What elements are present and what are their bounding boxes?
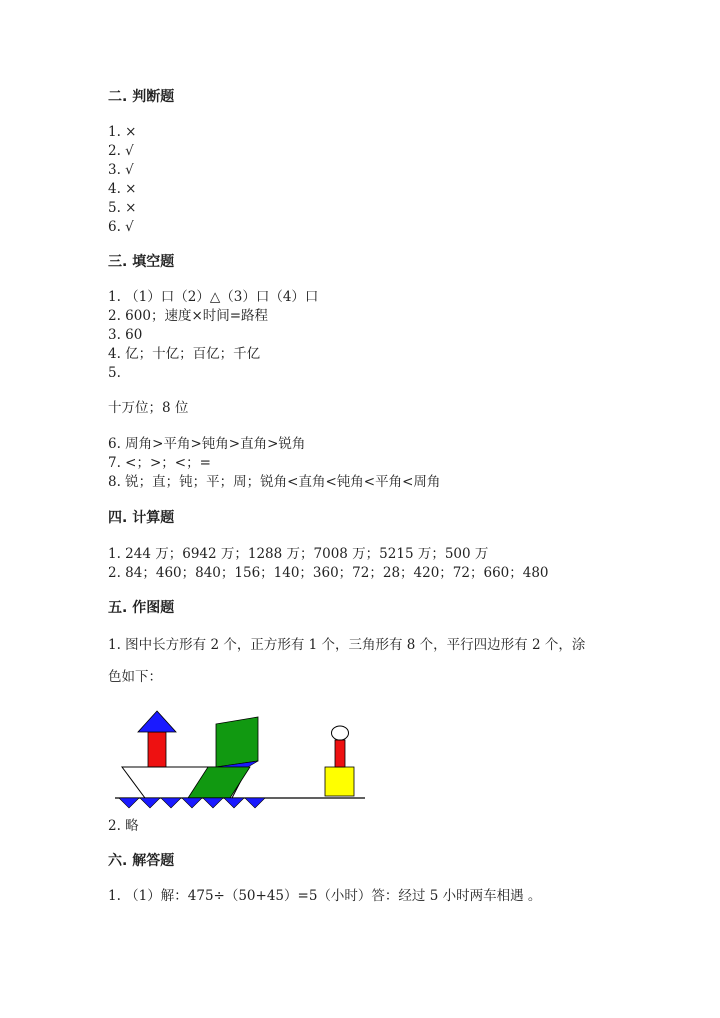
fill-answer-1: 1. （1）口（2）△（3）口（4）口 bbox=[108, 289, 319, 305]
draw-answer-1-line2: 色如下： bbox=[108, 669, 162, 685]
heading-calc: 四. 计算题 bbox=[108, 510, 175, 526]
fill-answer-5: 5. bbox=[108, 365, 121, 381]
judge-answer-6: 6. √ bbox=[108, 219, 134, 235]
yellow-square bbox=[325, 767, 354, 796]
fill-answer-3: 3. 60 bbox=[108, 327, 143, 343]
blue-roof-triangle bbox=[138, 711, 176, 732]
blue-wave-triangle bbox=[245, 798, 265, 808]
calc-answer-2: 2. 84；460；840；156；140；360；72；28；420；72；660；480 bbox=[108, 565, 549, 581]
draw-answer-2: 2. 略 bbox=[108, 818, 139, 834]
fill-answer-7: 7. <；>；<；= bbox=[108, 455, 211, 471]
heading-fill: 三. 填空题 bbox=[108, 254, 175, 270]
heading-solve: 六. 解答题 bbox=[108, 853, 175, 869]
blue-wave-triangle bbox=[140, 798, 160, 808]
blue-wave-triangle bbox=[224, 798, 244, 808]
judge-answer-4: 4. × bbox=[108, 181, 137, 197]
fill-answer-2: 2. 600；速度×时间=路程 bbox=[108, 308, 269, 324]
fill-answer-4: 4. 亿；十亿；百亿；千亿 bbox=[108, 346, 261, 362]
judge-answer-3: 3. √ bbox=[108, 162, 134, 178]
calc-answer-1: 1. 244 万；6942 万；1288 万；7008 万；5215 万；500 万 bbox=[108, 546, 489, 562]
solve-answer-1: 1. （1）解：475÷（50+45）=5（小时）答：经过 5 小时两车相遇 。 bbox=[108, 888, 542, 904]
heading-draw: 五. 作图题 bbox=[108, 600, 175, 616]
judge-answer-2: 2. √ bbox=[108, 143, 134, 159]
fill-answer-6: 6. 周角>平角>钝角>直角>锐角 bbox=[108, 436, 306, 452]
colored-shapes-figure bbox=[100, 700, 380, 820]
blue-wave-triangles bbox=[119, 798, 265, 808]
red-rectangle-left bbox=[148, 732, 166, 767]
white-circle bbox=[332, 726, 349, 740]
judge-answer-5: 5. × bbox=[108, 200, 137, 216]
judge-answer-1: 1. × bbox=[108, 124, 137, 140]
fill-answer-8: 8. 锐；直；钝；平；周；锐角<直角<钝角<平角<周角 bbox=[108, 474, 441, 490]
blue-wave-triangle bbox=[182, 798, 202, 808]
blue-wave-triangle bbox=[119, 798, 139, 808]
blue-wave-triangle bbox=[203, 798, 223, 808]
green-sail-square bbox=[216, 717, 258, 767]
red-rectangle-right bbox=[335, 740, 345, 767]
fill-answer-5-detail: 十万位；8 位 bbox=[108, 400, 189, 416]
heading-judge: 二. 判断题 bbox=[108, 89, 175, 105]
draw-answer-1-line1: 1. 图中长方形有 2 个，正方形有 1 个，三角形有 8 个，平行四边形有 2 个，涂 bbox=[108, 637, 586, 653]
blue-wave-triangle bbox=[161, 798, 181, 808]
